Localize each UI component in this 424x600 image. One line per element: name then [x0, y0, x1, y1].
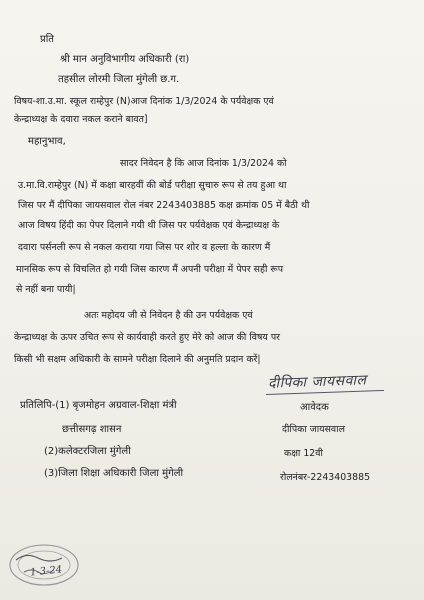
body-line3: जिस पर मैं दीपिका जायसवाल रोल नंबर 2243403885 कक्ष क्रमांक 05 में बैठी थी: [18, 200, 310, 211]
copy-line2: छत्तीसगढ़ शासन: [62, 424, 122, 435]
seal-date: 1-3-24: [29, 564, 63, 579]
body-line7: से नहीं बना पायी|: [16, 284, 76, 295]
addressee-line2: तहसील लोरमी जिला मुंगेली छ.ग.: [58, 74, 180, 85]
request-line2: केन्द्राध्यक्ष के ऊपर उचित रूप से कार्यवाही करते हुए मेरे को आज की विषय पर: [14, 332, 280, 343]
applicant-name: दीपिका जायसवाल: [282, 424, 345, 435]
salutation: महानुभाव,: [28, 136, 66, 147]
applicant-roll-number: रोलनंबर-2243403885: [280, 472, 371, 483]
body-line6: मानसिक रूप से विचलित हो गयी जिस कारण मैं अपनी परीक्षा में पेपर सही रूप: [16, 264, 284, 275]
body-line4: आज विषय हिंदी का पेपर दिलाने गयी थी जिस पर पर्यवेक्षक एवं केन्द्राध्यक्ष के: [18, 220, 280, 231]
applicant-signature: दीपिका जायसवाल: [267, 372, 367, 392]
copy-line3: (2)कलेक्टरजिला मुंगेली: [44, 446, 131, 457]
copy-line4: (3)जिला शिक्षा अधिकारी जिला मुंगेली: [44, 468, 184, 479]
applicant-label: आवेदक: [300, 402, 329, 413]
body-line5: दवारा पर्सनली रूप से नकल कराया गया जिस पर शोर व हल्ला के कारण मैं: [18, 242, 271, 253]
request-line3: किसी भी सक्षम अधिकारी के सामने परीक्षा दिलाने की अनुमति प्रदान करें|: [14, 354, 261, 365]
copy-line1: प्रतिलिपि-(1) बृजमोहन अग्रवाल-शिक्षा मंत्री: [20, 400, 177, 411]
subject-line2: केन्द्राध्यक्ष के दवारा नकल कराने बावत]: [14, 114, 148, 125]
body-line2: उ.मा.वि.राम्हेपुर (N) में कक्षा बारहवीं की बोर्ड परीक्षा सुचारु रूप से तय हुआ था: [18, 180, 287, 191]
subject-line1: विषय-शा.उ.मा. स्कूल राम्हेपुर (N)आज दिनांक 1/3/2024 के पर्यवेक्षक एवं: [14, 96, 274, 107]
body-line1: सादर निवेदन है कि आज दिनांक 1/3/2024 को: [120, 158, 287, 169]
applicant-class: कक्षा 12वी: [284, 448, 323, 459]
request-line1: अतः महोदय जी से निवेदन है की उन पर्यवेक्षक एवं: [84, 310, 253, 321]
prati-heading: प्रति: [40, 34, 54, 45]
addressee-line1: श्री मान अनुविभागीय अधिकारी (रा): [60, 54, 190, 65]
received-seal: [4, 538, 84, 592]
